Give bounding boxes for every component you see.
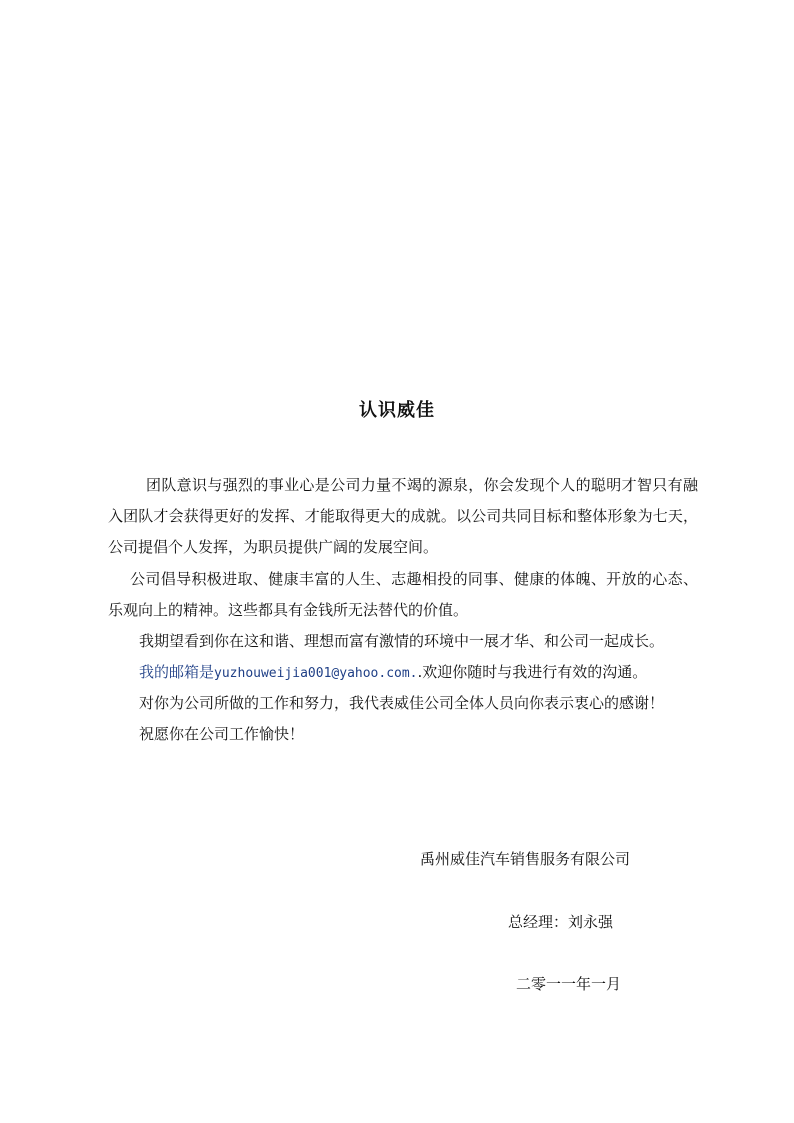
signature-date: 二零一一年一月 — [516, 975, 622, 993]
paragraph-team-spirit: 团队意识与强烈的事业心是公司力量不竭的源泉，你会发现个人的聪明才智只有融入团队才会获得更好的发挥、才能取得更大的成就。以公司共同目标和整体形象为七天，公司提倡个人发挥，为职员提供广阔的发展空间。 — [108, 476, 698, 556]
signature-manager: 总经理：刘永强 — [508, 913, 614, 931]
signature-company: 禹州威佳汽车销售服务有限公司 — [420, 850, 631, 868]
contact-invitation: .欢迎你随时与我进行有效的沟通。 — [417, 663, 648, 681]
paragraph-company-values: 公司倡导积极进取、健康丰富的人生、志趣相投的同事、健康的体魄、开放的心态、乐观向上的精神。这些都具有金钱所无法替代的价值。 — [108, 570, 698, 619]
paragraph-expectation: 我期望看到你在这和谐、理想而富有激情的环境中一展才华、和公司一起成长。 — [139, 632, 665, 650]
document-title: 认识威佳 — [359, 400, 435, 421]
paragraph-wishes: 祝愿你在公司工作愉快！ — [139, 725, 305, 743]
email-link[interactable]: yuzhouweijia001@yahoo.com. — [214, 666, 418, 681]
paragraph-contact — [139, 657, 647, 689]
email-label: 我的邮箱是 — [139, 663, 215, 681]
paragraph-thanks: 对你为公司所做的工作和努力，我代表威佳公司全体人员向你表示衷心的感谢！ — [139, 694, 665, 712]
